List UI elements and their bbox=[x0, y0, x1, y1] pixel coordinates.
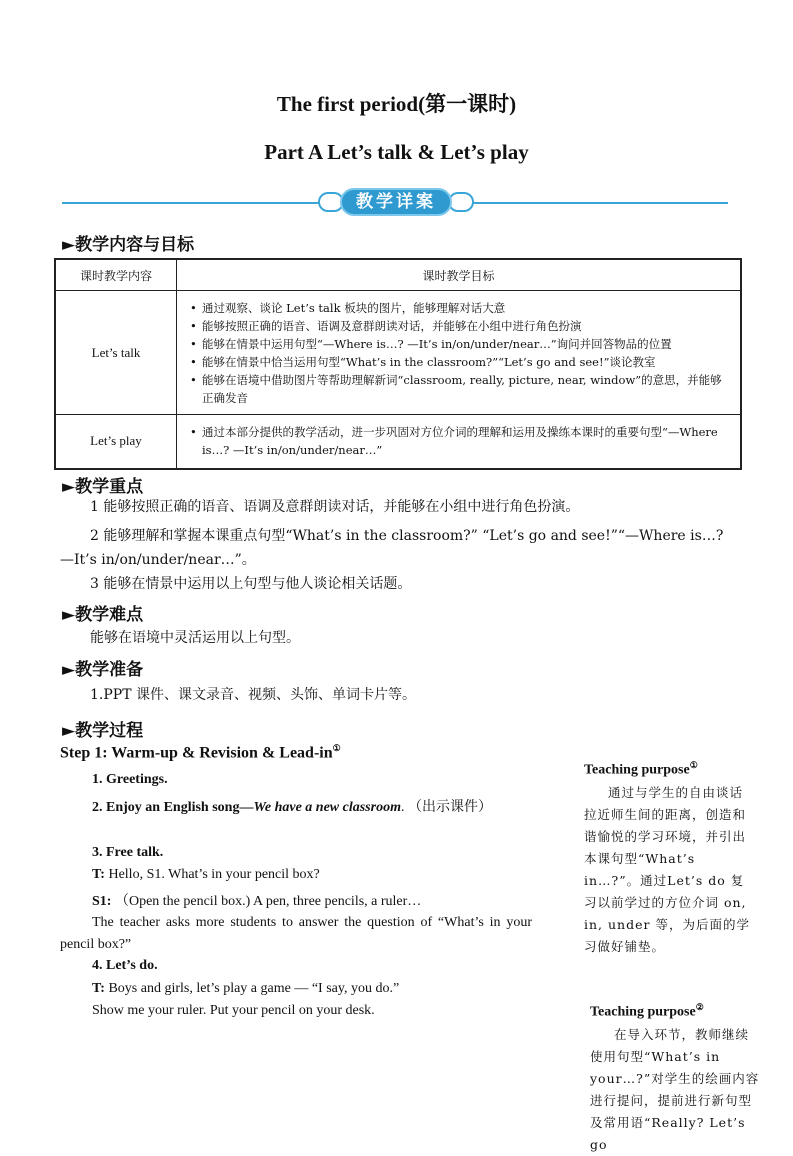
purpose-2-title bbox=[590, 1002, 704, 1021]
purpose-2-text: 在导入环节，教师继续使用句型“What’s in your…?”对学生的绘画内容进行提问，提前进行新句型及常用语“Really? Let’s go bbox=[590, 1027, 760, 1152]
song-line bbox=[60, 796, 532, 820]
table-header-cell: 课时教学内容 bbox=[55, 259, 177, 291]
speaker-label: S1: bbox=[92, 894, 112, 909]
greetings: 1. Greetings. bbox=[92, 772, 168, 787]
footnote-marker: ② bbox=[695, 1002, 704, 1012]
purpose-2-title-text: Teaching purpose bbox=[590, 1004, 696, 1020]
key-point-1: 1 能够按照正确的语音、语调及意群朗读对话，并能够在小组中进行角色扮演。 bbox=[90, 499, 580, 515]
row-name: Let’s play bbox=[55, 415, 177, 469]
goal-item: • 能够在情景中恰当运用句型“What’s in the classroom?”“Let’s go and see!”谈论教室 bbox=[190, 353, 733, 371]
step1-title-text: Step 1: Warm-up & Revision & Lead-in bbox=[60, 744, 333, 762]
purpose-1-text: 通过与学生的自由谈话拉近师生间的距离，创造和谐愉悦的学习环境，并引出本课句型“What’s in…?”。通过Let’s do 复习以前学过的方位介词 on, in, under 等，为后面的学习做好铺垫。 bbox=[584, 785, 750, 954]
section-heading-preparation: ►教学准备 bbox=[62, 660, 144, 680]
purpose-1-title bbox=[584, 760, 698, 779]
dialogue-teacher bbox=[92, 867, 320, 883]
table-row bbox=[55, 415, 741, 469]
goal-item: • 通过观察、谈论 Let’s talk 板块的图片，能够理解对话大意 bbox=[190, 299, 733, 317]
difficulty-text: 能够在语境中灵活运用以上句型。 bbox=[90, 630, 300, 646]
table-header-row bbox=[55, 259, 741, 291]
song-title: We have a new classroom bbox=[253, 800, 401, 815]
banner-rule-left bbox=[62, 202, 324, 204]
purpose-1-title-text: Teaching purpose bbox=[584, 762, 690, 778]
dialogue-teacher-2 bbox=[92, 981, 399, 997]
table-header-cell: 课时教学目标 bbox=[177, 259, 742, 291]
banner-label: 教学详案 bbox=[340, 188, 452, 216]
key-point-2: 2 能够理解和掌握本课重点句型“What’s in the classroom?” “Let’s go and see!”“—Where is…? —It’s in/on/under/near…”。 bbox=[60, 528, 724, 568]
free-talk: 3. Free talk. bbox=[92, 845, 164, 860]
section-heading-difficulties: ►教学难点 bbox=[62, 605, 144, 625]
section-heading-content-goals: ►教学内容与目标 bbox=[62, 235, 195, 255]
show-line: Show me your ruler. Put your pencil on your desk. bbox=[92, 1003, 375, 1018]
footnote-marker: ① bbox=[689, 760, 698, 770]
dialogue-text: Hello, S1. What’s in your pencil box? bbox=[104, 867, 320, 882]
page-title: The first period(第一课时) bbox=[276, 92, 517, 116]
key-point-3: 3 能够在情景中运用以上句型与他人谈论相关话题。 bbox=[90, 576, 412, 592]
page-subtitle: Part A Let’s talk & Let’s play bbox=[264, 140, 529, 164]
row-name: Let’s talk bbox=[55, 291, 177, 415]
goals-table bbox=[54, 258, 742, 470]
dialogue-text: Boys and girls, let’s play a game — “I say, you do.” bbox=[104, 981, 400, 996]
song-tail: . （出示课件） bbox=[400, 800, 492, 815]
goal-item: • 能够按照正确的语音、语调及意群朗读对话，并能够在小组中进行角色扮演 bbox=[190, 317, 733, 335]
speaker-label: T: bbox=[92, 867, 105, 882]
footnote-marker: ① bbox=[332, 743, 341, 753]
speaker-label: T: bbox=[92, 981, 105, 996]
dialogue-text: （Open the pencil box.) A pen, three pencils, a ruler… bbox=[111, 894, 422, 909]
table-row bbox=[55, 291, 741, 415]
preparation-text: 1.PPT 课件、课文录音、视频、头饰、单词卡片等。 bbox=[90, 687, 416, 703]
lets-do: 4. Let’s do. bbox=[92, 958, 158, 973]
section-heading-process: ►教学过程 bbox=[62, 721, 144, 741]
row-goals bbox=[177, 291, 742, 415]
section-heading-key-points: ►教学重点 bbox=[62, 477, 144, 497]
goal-item: • 能够在情景中运用句型“—Where is…? —It’s in/on/under/near…”询问并回答物品的位置 bbox=[190, 335, 733, 353]
step1-title bbox=[60, 743, 341, 762]
goal-item: • 通过本部分提供的教学活动，进一步巩固对方位介词的理解和运用及操练本课时的重要句型“—Where is…? —It’s in/on/under/near…” bbox=[190, 423, 733, 459]
banner-rule-right bbox=[470, 202, 728, 204]
goal-item: • 能够在语境中借助图片等帮助理解新词“classroom, really, picture, near, window”的意思，并能够正确发音 bbox=[190, 371, 733, 407]
row-goals bbox=[177, 415, 742, 469]
dialogue-student bbox=[92, 890, 421, 910]
teacher-asks: The teacher asks more students to answer the question of “What’s in your pencil box?” bbox=[60, 915, 532, 952]
song-label: 2. Enjoy an English song— bbox=[92, 800, 254, 815]
